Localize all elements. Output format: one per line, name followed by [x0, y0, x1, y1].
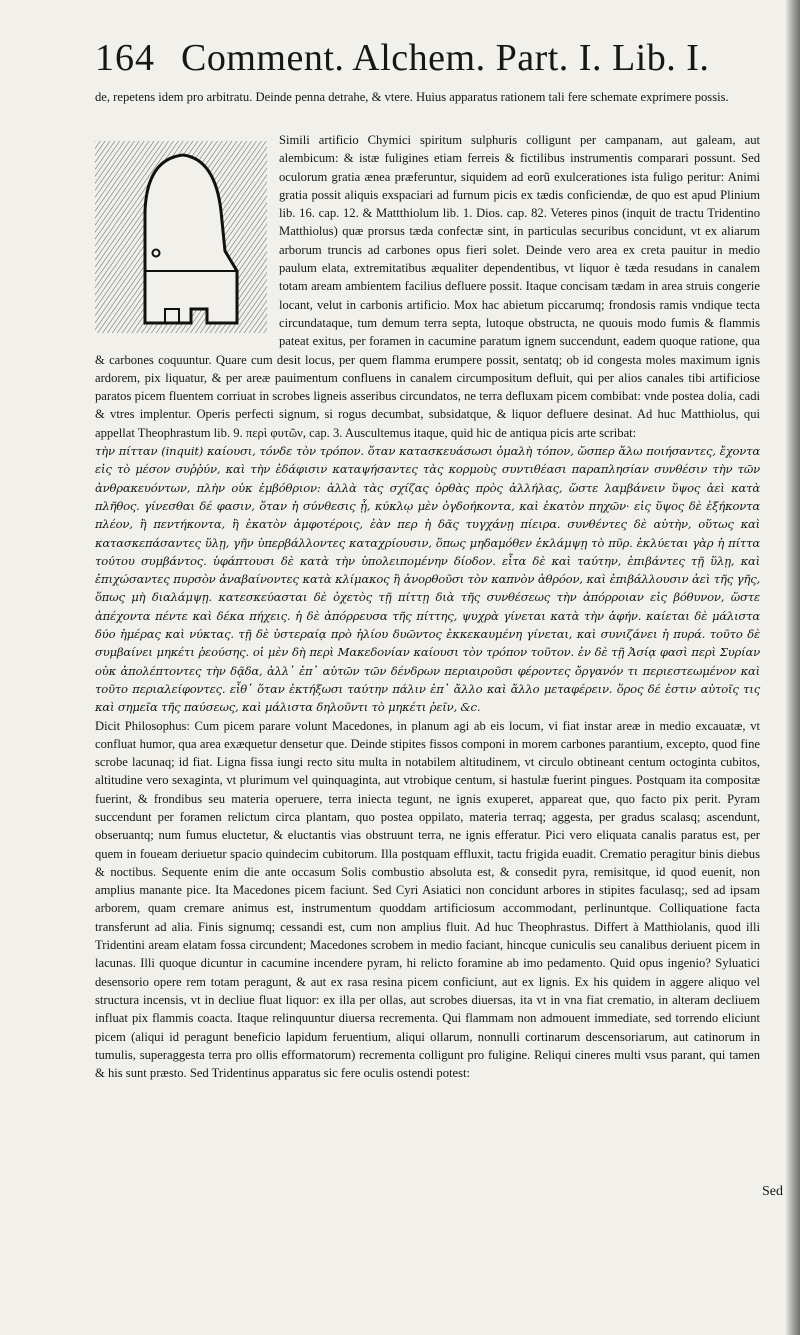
- woodcut-figure: [95, 141, 267, 333]
- paragraph-1: Simili artificio Chymici spiritum sulphuris colligunt per campanam, aut galeam, aut alembicum: & istæ fuligines etiam ferreis & fictilibus instrumentis comparari possunt. Sed oculorum gratia ænea præferuntur, siquidem ad eorũ exulcerationes ista fuligo peritur: Animi gratia possit aliquis exspaciari ad furnum picis ex tædis conficiendæ, de quo est apud Plinium lib. 16. cap. 12. & Mattthiolum lib. 1. Dios. cap. 82. Veteres pinos (inquit de tractu Tridentino Matthiolus) quæ prorsus tæda confectæ sint, in particulas securibus concidunt, vt ex aliarum arborum truncis ad carbones opus fieri solet. Deinde vero area ex creta pauitur in medio paulum elata, extremitatibus æqualiter dependentibus, vt liquor è tæda resudans in canalem totam aream ambientem facilius defluere possit. Itaque concisam tædam in area struis congerie locant, velut in carbonis artificio. Mox hac abietum piccarumq; frondosis ramis vndique tecta circundataque, tum demum terra septa, lutoque obstructa, ne quouis modo fumis & flammis pateat exitus, per foramen in cacumine paratum ignem succendunt, eadem quoque ratione, qua & carbones coquuntur. Quare cum desit locus, per quem flamma erumpere possit, sentatq; ob id congesta moles maximum ignis ardorem, pix liquatur, & per areæ pauimentum confluens in canalem circumpositum defluit, qui per alios canales tibi artificiose paratos picem fluentem corriuat in scrobes ligneis asseribus circundatos, ne terra defluxam picem combibat: vnde postea dolia, cadi & vtres implentur. Operis perfecti signum, si rogus decumbat, subsidatque, & liquor defluere desinat. Ad huc Matthiolus, qui appellat Theophrastum lib. 9. περὶ φυτῶν, cap. 3. Auscultemus itaque, quid hic de antiqua picis arte scribat:: [95, 133, 760, 440]
- page-number: 164: [95, 37, 155, 79]
- page-header: [95, 36, 715, 86]
- page-edge-shadow: [786, 0, 800, 1335]
- intro-paragraph: [95, 88, 760, 106]
- paragraph-2: Dicit Philosophus: Cum picem parare volunt Macedones, in planum agi ab eis locum, vi fiat instar areæ in medio excauatæ, vt confluat humor, qua area exæquetur densetur que. Deinde stipites fissos componi in morem carbones parantium, excepto, quod fine scrobe lacunaq; id fiat. Ligna fissa iungi recto situ multa in notabilem altitudinem, vt circulo obtineant centum octoginta cubitos, altitudine vero sexaginta, vt plurimum vel quinquaginta, aut vtrobique centum, si hastulæ fuerint pingues. Postquam ita compositæ fuerint, & frondibus seu materia operuere, terra iniecta tegunt, ne ignis exuperet, appareat que, quo facto pix perit. Pyram succendunt per foramen relictum circa plantam, quo postea oppilato, materia terraq; aggesta, per gradus scalasq; ascendunt, obseruantq; num fumus eluctetur, & eluctantis vias obstruunt terra, ne ignis efferatur. Pici vero eliquata canalis paratus est, per quem in foueam deriuetur spacio quindecim cubitorum. Illa postquam effluxit, tactu frigida euadit. Crematio peragitur binis diebus & noctibus. Sequente enim die ante occasum Solis combustio absoluta est, & consedit pyra, remisitque, id quod euenit, non amplius manante pice. Ita Macedones picem faciunt. Sed Cyri Asiatici non concidunt arbores in stipites faculasq;, sed ad ipsam arborem, quam cremare animus est, instrumentum quoddam artificiosum accommodant, perlinuntque. Colliquatione facta transferunt ad alia. Finis signumq; cessandi est, cum non amplius fluit. Ad huc Theophrastus. Differt à Matthiolanis, quod illi Tridentini aream elatam fossa circundent; Macedones scrobem in medio faciant, hincque cuniculis seu canalibus deriuent picem in lacunas. Illi quoque dicuntur in cacumine incendere pyram, hi relicto foramine ab imo pedamento. Quid opus ingenio? Syluatici desensorio opere rem totam peragunt, & aut ex rasa resina picem conficiunt, aut ex lignis. Ex his quidem in aggere aliquo vel structura incensis, vt in decliue fluat liquor: ex illa per ollas, aut scrobes diuersas, ita vt in vna fiat crematio, in alteram decliuem influat pix flammis coacta. Itaque relinquuntur diuersa recrementa. Qui flammam non admouent immediate, sed torrendo eliciunt picem (aliqui id peragunt beneficio lapidum feruentium, aliqui ollarum, nonnulli cortinarum descensoriarum, aut catinorum in tumulis, superaggesta terra pro ollis efformatorum) recrementa colligunt pro fuligine. Reliqui cineres multi vsus parant, qui tamen & his sunt præsto. Sed Tridentinus apparatus sic fere oculis ostendi potest:: [95, 718, 760, 1081]
- running-title: Comment. Alchem. Part. I. Lib. I.: [181, 37, 710, 79]
- paragraph-greek-quote: τὴν πίτταν (inquit) καίουσι, τόνδε τὸν τρόπον. ὅταν κατασκευάσωσι ὁμαλὴ τόπον, ὥσπερ ἅλω ποιήσαντες, ἔχοντα εἰς τὸ μέσον συῤῥύν, καὶ τὴν ἐδάφισιν καταψήσαντες τὰς κορμοὺς συντιθέασι παραπλησίαν συνθέσιν τὴν τῶν ἀνθρακευόντων, πλὴν οὐκ ἐμβόθριον: ἀλλὰ τὰς σχίζας ὀρθὰς πρὸς ἀλλήλας, ὥστε λαμβάνειν ὕψος ἀεὶ κατὰ πλῆθος. γίνεσθαι δέ φασιν, ὅταν ἡ σύνθεσις ᾖ, κύκλῳ μὲν ὀγδοήκοντα, καὶ ἑκατὸν πηχῶν· εἰς ὕψος δὲ ἑξήκοντα πλέον, ἢ πεντήκοντα, ἢ ἑκατὸν ἀμφοτέροις, ἐὰν περ ἡ δᾶς τυγχάνῃ πίειρα. συνθέντες δὲ αὐτὴν, οὕτως καὶ κατασκεπάσαντες ὕλῃ, γῆν ὑπερβάλλοντες καταχρίουσιν, ὅπως μηδαμόθεν ἐκλάμψῃ τὸ πῦρ. ἐκλύεται γὰρ ἡ πίττα τούτου συμβάντος. ὑφάπτουσι δὲ κατὰ τὴν ὑπολειπομένην δίοδον. εἶτα δὲ καὶ ταύτην, ἐπιβάντες τῇ ὕλῃ, καὶ ἐπιχώσαντες πυρσὸν ἀναβαίνοντες κατὰ κλίμακος ἢ ἀνορθοῦσι τὸν καπνὸν ἀθρόον, καὶ ἐπιβάλλουσιν ἀεὶ τῆς γῆς, ὅπως μὴ διαλάμψῃ. κατεσκεύασται δὲ ὀχετὸς τῇ πίττῃ διὰ τῆς συνθέσεως τὴν ἀπόρροιαν εἰς βόθυνον, ὥστε ἀπέχοντα πέντε καὶ δέκα πήχεις. ἡ δὲ ἀπόρρευσα τῆς πίττης, ψυχρὰ γίνεται κατὰ τὴν ἁφήν. καίεται δὲ μάλιστα δύο ἡμέρας καὶ νύκτας. τῇ δὲ ὑστεραίᾳ πρὸ ἡλίου δυῶντος ἐκκεκαυμένη γίνεται, καὶ συνιζάνει ἡ πυρά. τοῦτο δὲ συμβαίνει μηκέτι ῥεούσης. οἱ μὲν δὴ περὶ Μακεδονίαν καίουσι τὸν τρόπον τοῦτον. ἐν δὲ τῇ Ἀσίᾳ φασὶ περὶ Συρίαν οὐκ ἀπολέπτοντες τὴν δᾷδα, ἀλλ᾽ ἐπ᾽ αὐτῶν τῶν δένδρων περιαιροῦσι φέροντες ὄργανόν τι περιεστεωμένον καὶ τοῦτο περιαλείφοντες. εἶθ᾽ ὅταν ἐκτήξωσι ταύτην πάλιν ἐπ᾽ ἄλλο καὶ ἄλλο μεταφέρειν. ὅρος δέ ἐστιν αὐτοῖς τις καὶ σημεῖα τῆς παύσεως, καὶ μάλιστα δηλοῦντι τὸ μηκέτι ῥεῖν, &c.: [95, 444, 760, 715]
- main-text: [95, 131, 760, 1082]
- catchword: Sed: [762, 1184, 783, 1199]
- intro-text: de, repetens idem pro arbitratu. Deinde penna detrahe, & vtere. Huius apparatus rationem tali fere schemate exprimere possis.: [95, 90, 729, 104]
- bell-furnace-woodcut-icon: [95, 141, 267, 333]
